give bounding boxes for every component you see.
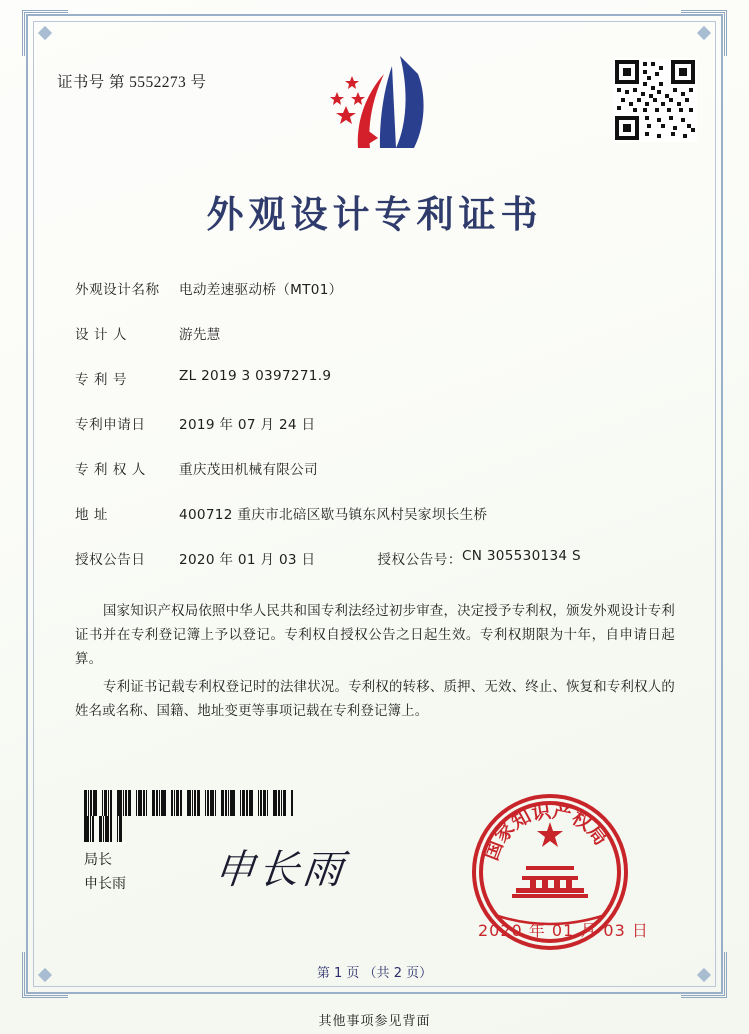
legal-text bbox=[75, 600, 675, 728]
field-row-patentee bbox=[75, 458, 675, 503]
field-value: ZL 2019 3 0397271.9 bbox=[179, 368, 332, 384]
field-row-grant-announcement bbox=[75, 548, 675, 593]
field-label-announcement-number: 授权公告号： bbox=[377, 552, 462, 568]
signature-name-label: 申长雨 bbox=[84, 876, 126, 892]
field-row-patent-number bbox=[75, 368, 675, 413]
certificate-number: 证书号 第 5552273 号 bbox=[57, 74, 207, 91]
field-label: 地 址 bbox=[75, 507, 109, 523]
page-number: 第 1 页 （共 2 页） bbox=[316, 966, 433, 981]
field-label: 专 利 号 bbox=[75, 372, 127, 388]
field-value: 重庆茂田机械有限公司 bbox=[179, 462, 318, 478]
signature-block bbox=[84, 848, 126, 896]
field-label: 授权公告日 bbox=[75, 552, 146, 568]
field-value: 电动差速驱动桥（MT01） bbox=[179, 282, 343, 298]
field-value: 400712 重庆市北碚区歇马镇东风村吴家坝长生桥 bbox=[179, 507, 488, 523]
field-row-address bbox=[75, 503, 675, 548]
field-row-design-name bbox=[75, 278, 675, 323]
qr-code bbox=[613, 58, 697, 142]
field-value: 2020 年 01 月 03 日 bbox=[179, 552, 316, 568]
field-label: 专 利 权 人 bbox=[75, 462, 146, 478]
seal-date: 2020 年 01 月 03 日 bbox=[478, 921, 649, 940]
page-title: 外观设计专利证书 bbox=[206, 192, 543, 236]
field-label: 设 计 人 bbox=[75, 327, 127, 343]
handwritten-signature: 申长雨 bbox=[212, 847, 350, 893]
field-value: 2019 年 07 月 24 日 bbox=[179, 417, 316, 433]
cnipa-logo-icon bbox=[322, 52, 438, 160]
field-row-designer bbox=[75, 323, 675, 368]
barcode bbox=[84, 790, 294, 816]
svg-text:国家知识产权局: 国家知识产权局 bbox=[480, 800, 612, 864]
field-value: 游先慧 bbox=[179, 327, 221, 343]
signature-role-label: 局长 bbox=[84, 852, 112, 868]
paragraph-2: 专利证书记载专利权登记时的法律状况。专利权的转移、质押、无效、终止、恢复和专利权人的姓名或名称、国籍、地址变更等事项记载在专利登记簿上。 bbox=[75, 680, 675, 719]
field-row-application-date bbox=[75, 413, 675, 458]
paragraph-1: 国家知识产权局依照中华人民共和国专利法经过初步审查，决定授予专利权，颁发外观设计专利证书并在专利登记簿上予以登记。专利权自授权公告之日起生效。专利权期限为十年，自申请日起算。 bbox=[75, 604, 675, 667]
field-label: 外观设计名称 bbox=[75, 282, 160, 298]
field-label: 专利申请日 bbox=[75, 417, 146, 433]
footer-note: 其他事项参见背面 bbox=[318, 1014, 431, 1029]
field-list bbox=[75, 278, 675, 593]
field-value-announcement-number: CN 305530134 S bbox=[461, 548, 581, 564]
